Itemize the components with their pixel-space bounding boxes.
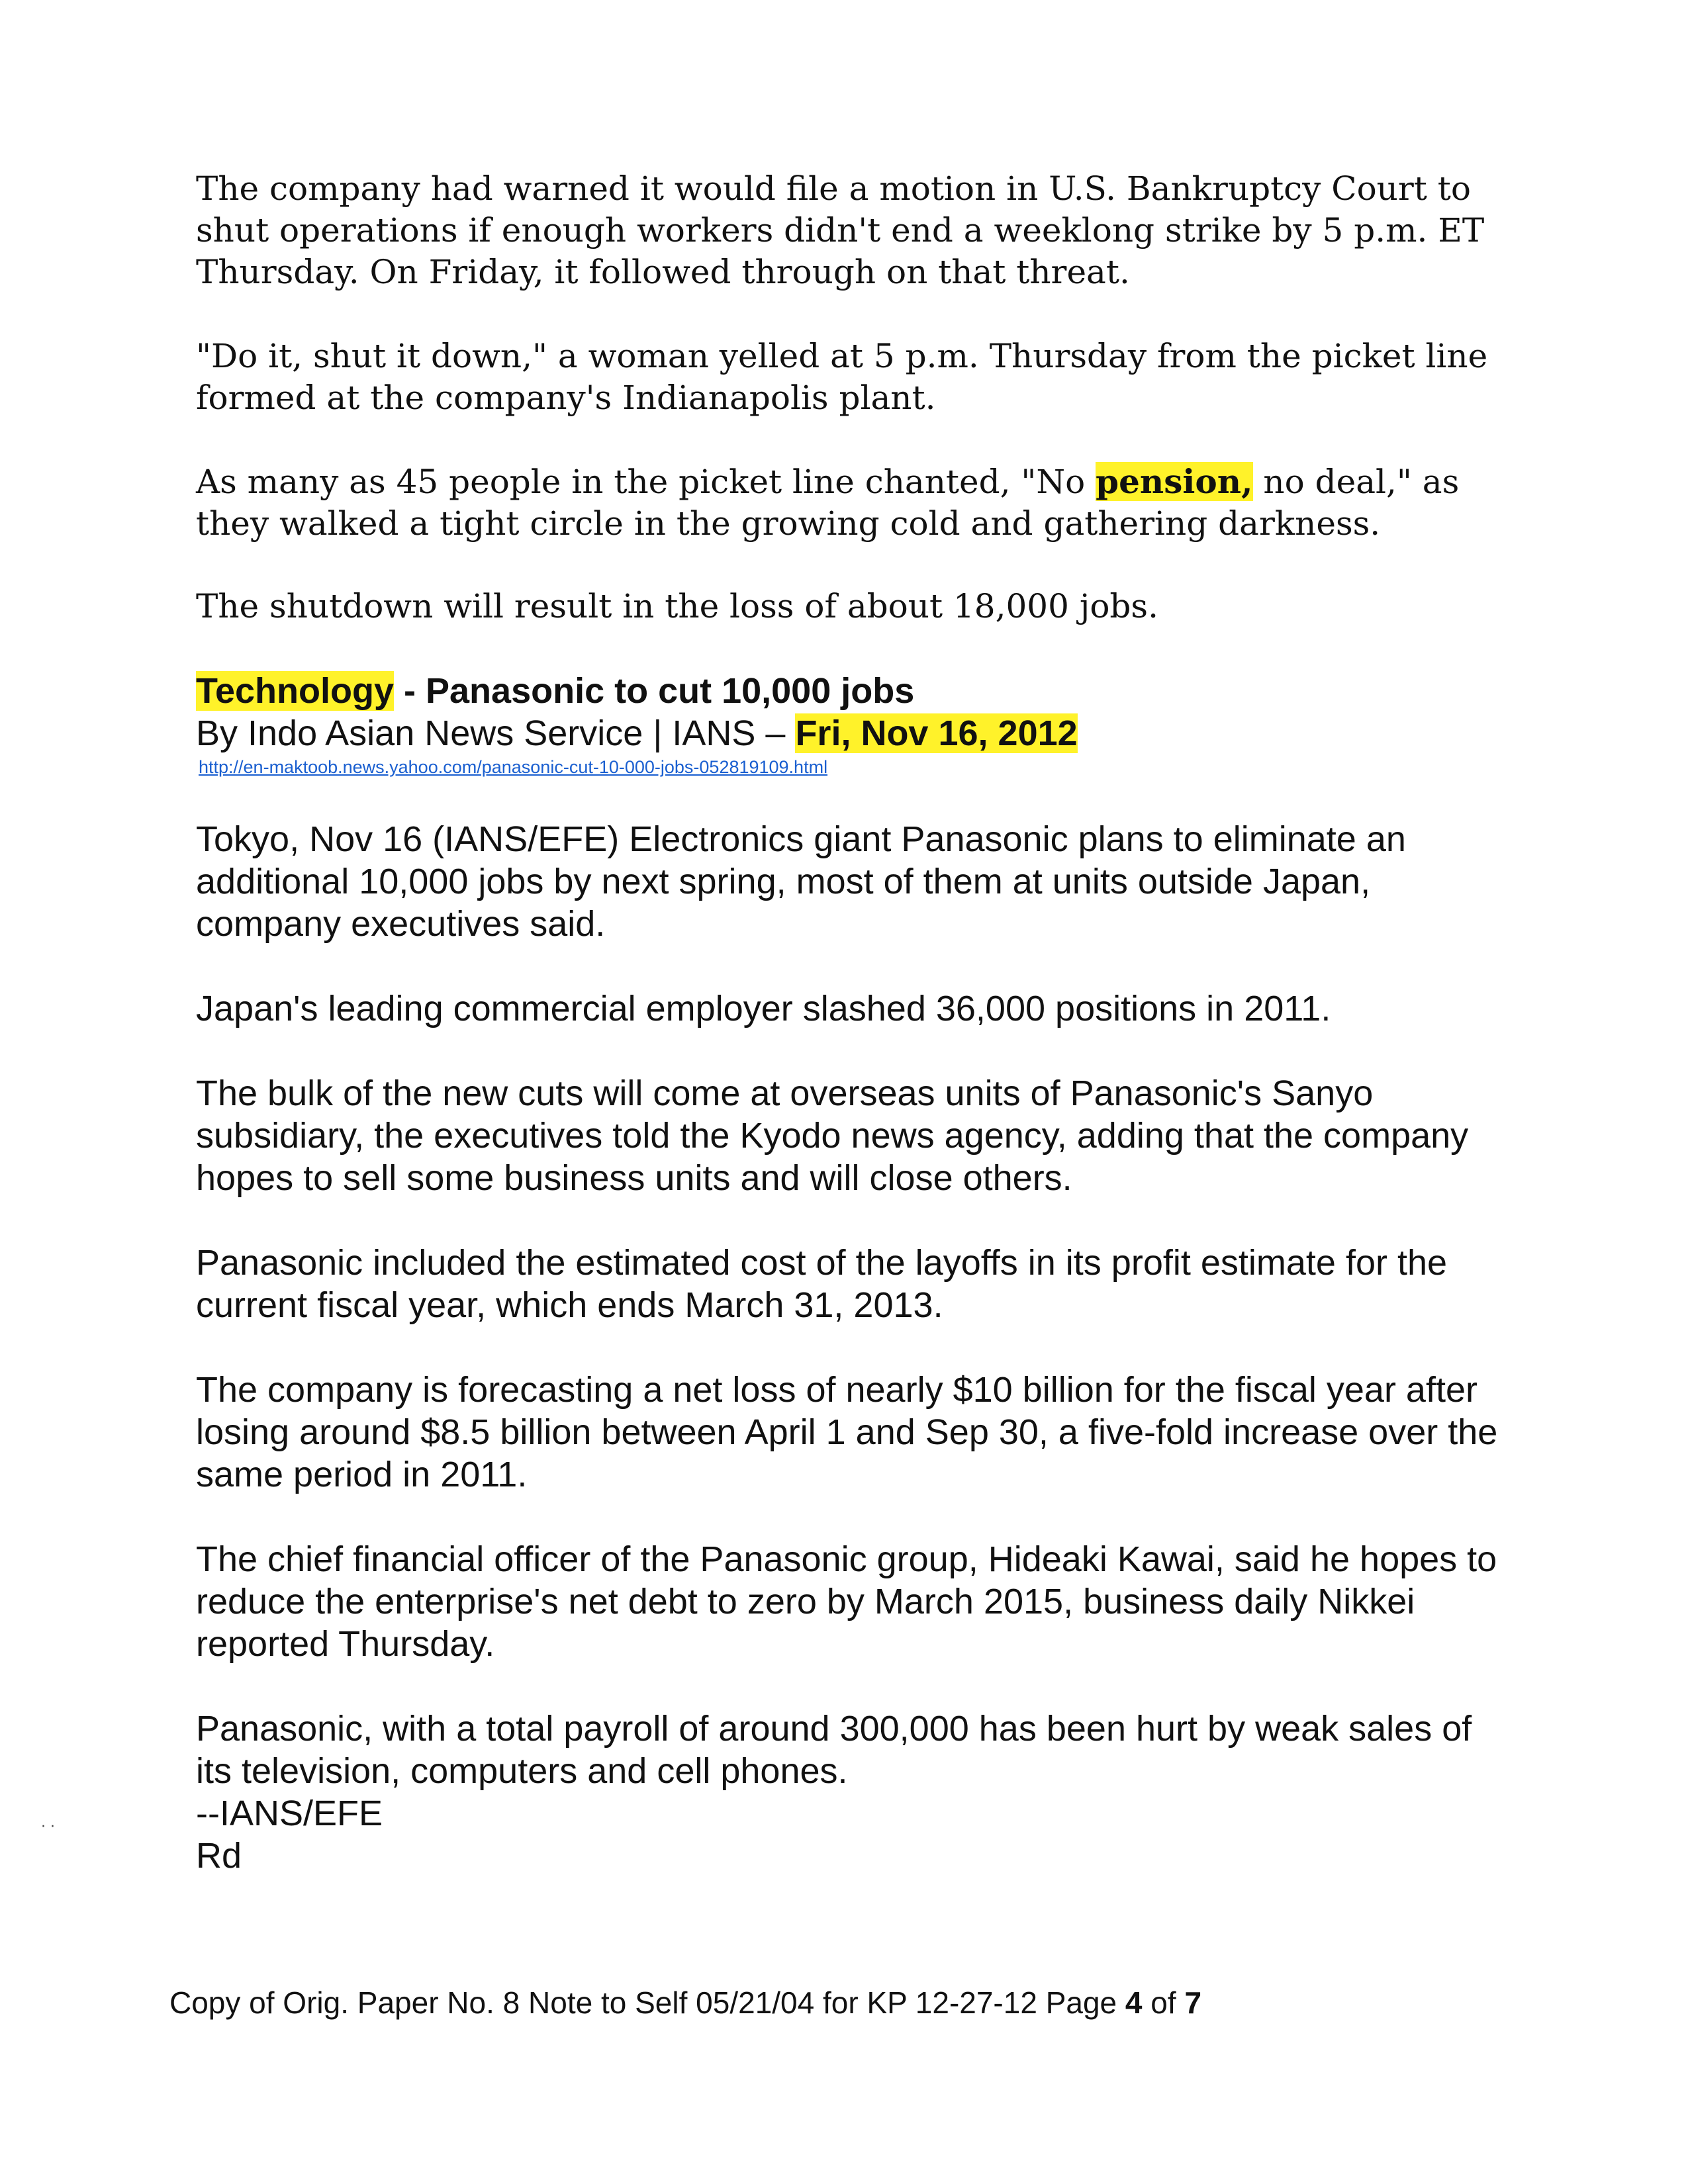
article-byline — [196, 712, 1078, 754]
highlight-pension: pension, — [1096, 462, 1253, 501]
page-footer — [169, 1984, 1201, 2021]
article-body-p5 — [196, 1369, 1513, 1496]
chant-text-after: no deal," as they walked a tight circle in the growing cold and gathering darkness. — [196, 463, 1460, 543]
byline-source: By Indo Asian News Service | IANS – — [196, 713, 796, 753]
paragraph: The chief financial officer of the Panasonic group, Hideaki Kawai, said he hopes to reduce the enterprise's net debt to zero by March 2015, business daily Nikkei reported Thursday. — [196, 1539, 1497, 1664]
article-body-p1 — [196, 818, 1513, 945]
article-body-p6 — [196, 1538, 1513, 1665]
footer-text: Copy of Orig. Paper No. 8 Note to Self 05/21/04 for KP 12-27-12 Page — [169, 1985, 1125, 2020]
article-body-p3 — [196, 1072, 1513, 1199]
category-highlight: Technology — [196, 671, 395, 711]
paragraph: The company is forecasting a net loss of nearly $10 billion for the fiscal year after losing around $8.5 billion between April 1 and Sep 30, a five-fold increase over the same period in 2011. — [196, 1370, 1498, 1494]
footer-page-number: 4 — [1125, 1985, 1143, 2020]
paragraph-strike-warning: The company had warned it would file a motion in U.S. Bankruptcy Court to shut operations if enough workers didn't end a weeklong strike by 5 p.m. ET Thursday. On Friday, it followed through on that threat. — [196, 169, 1485, 291]
paragraph: Panasonic included the estimated cost of the layoffs in its profit estimate for the current fiscal year, which ends March 31, 2013. — [196, 1243, 1448, 1325]
chant-text-before: As many as 45 people in the picket line chanted, "No — [196, 463, 1096, 501]
footer-page-total: 7 — [1184, 1985, 1202, 2020]
article-title: - Panasonic to cut 10,000 jobs — [394, 671, 915, 711]
paragraph-picket-chant — [196, 461, 1493, 545]
top-article — [196, 168, 1493, 293]
article-body-p4 — [196, 1242, 1513, 1326]
article-body-p2 — [196, 987, 1513, 1030]
top-article-quote — [196, 336, 1493, 419]
paragraph-shutdown-loss: The shutdown will result in the loss of about 18,000 jobs. — [196, 587, 1158, 625]
footer-of: of — [1142, 1985, 1185, 2020]
article-url-link[interactable]: http://en-maktoob.news.yahoo.com/panasonic-cut-10-000-jobs-052819109.html — [199, 757, 828, 777]
paragraph: Japan's leading commercial employer slashed 36,000 positions in 2011. — [196, 989, 1331, 1028]
article-headline — [196, 670, 914, 712]
scan-speck: · · — [41, 1819, 55, 1835]
date-highlight: Fri, Nov 16, 2012 — [795, 713, 1078, 753]
top-article-chant — [196, 461, 1493, 545]
paragraph: The bulk of the new cuts will come at overseas units of Panasonic's Sanyo subsidiary, the executives told the Kyodo news agency, adding that the company hopes to sell some business units and will close others. — [196, 1073, 1469, 1198]
article-body-p7 — [196, 1707, 1513, 1877]
paragraph: Panasonic, with a total payroll of around 300,000 has been hurt by weak sales of its television, computers and cell phones. — [196, 1709, 1472, 1791]
paragraph: Tokyo, Nov 16 (IANS/EFE) Electronics giant Panasonic plans to eliminate an additional 10,000 jobs by next spring, most of them at units outside Japan, company executives said. — [196, 819, 1406, 944]
signoff-source: --IANS/EFE — [196, 1794, 383, 1833]
signoff-initials: Rd — [196, 1836, 242, 1876]
paragraph-woman-quote: "Do it, shut it down," a woman yelled at 5 p.m. Thursday from the picket line formed at the company's Indianapolis plant. — [196, 337, 1488, 417]
top-article-shutdown — [196, 586, 1493, 627]
